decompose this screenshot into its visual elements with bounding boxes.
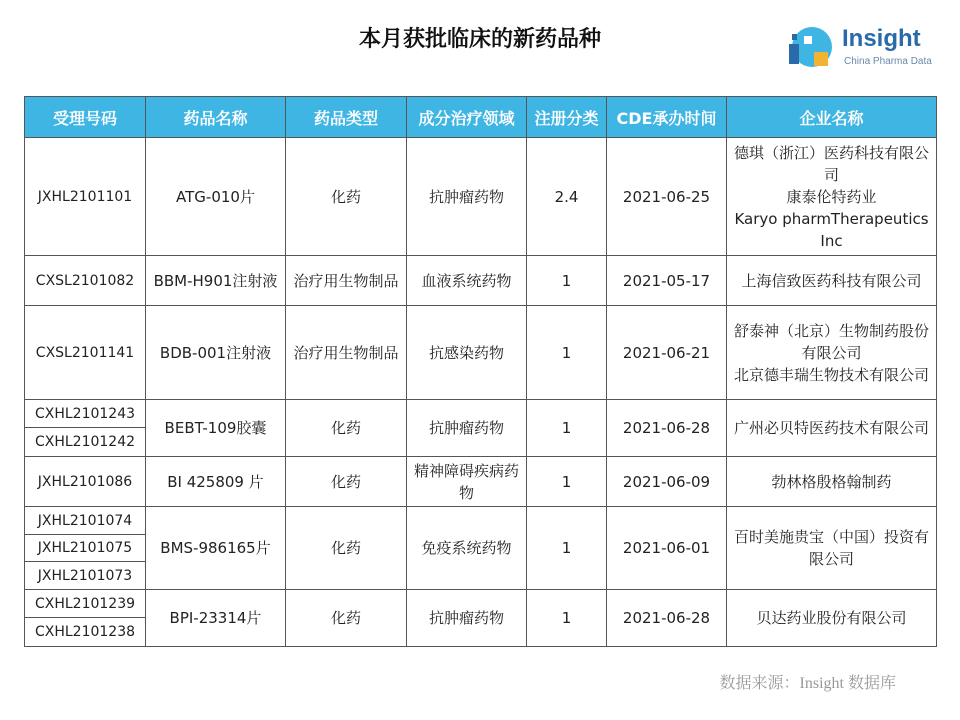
header-therapy-area: 成分治疗领域 (407, 97, 527, 138)
insight-logo-icon (784, 22, 834, 72)
cde-date-cell: 2021-06-28 (607, 590, 727, 647)
reg-class-cell: 1 (527, 306, 607, 400)
code-cell: JXHL2101101 (25, 138, 146, 256)
company-cell (727, 306, 937, 400)
insight-logo (784, 22, 934, 72)
table-row (25, 507, 937, 535)
company-cell (727, 590, 937, 647)
therapy-area-cell: 抗肿瘤药物 (407, 590, 527, 647)
company-cell (727, 138, 937, 256)
header-reg-class: 注册分类 (527, 97, 607, 138)
company-name: 百时美施贵宝（中国）投资有限公司 (733, 528, 929, 568)
code-cell: CXHL2101242 (25, 428, 146, 457)
drug-name-cell: ATG-010片 (146, 138, 286, 256)
drug-type-cell: 化药 (286, 590, 407, 647)
header-drug-type: 药品类型 (286, 97, 407, 138)
drug-name-cell: BPI-23314片 (146, 590, 286, 647)
cde-date-cell: 2021-05-17 (607, 256, 727, 306)
code-cell: CXSL2101082 (25, 256, 146, 306)
reg-class-cell: 1 (527, 457, 607, 507)
cde-date-cell: 2021-06-21 (607, 306, 727, 400)
therapy-area-cell: 血液系统药物 (407, 256, 527, 306)
code-cell: JXHL2101075 (25, 535, 146, 562)
therapy-area-cell: 抗感染药物 (407, 306, 527, 400)
cde-date-cell: 2021-06-09 (607, 457, 727, 507)
logo-subtitle: China Pharma Data (844, 56, 932, 67)
drug-name-cell: BBM-H901注射液 (146, 256, 286, 306)
drug-type-cell: 治疗用生物制品 (286, 256, 407, 306)
table-row (25, 306, 937, 400)
code-cell: JXHL2101074 (25, 507, 146, 535)
page-title: 本月获批临床的新药品种 (358, 27, 601, 52)
drug-name-cell: BI 425809 片 (146, 457, 286, 507)
drug-type-cell: 化药 (286, 457, 407, 507)
reg-class-cell: 1 (527, 590, 607, 647)
reg-class-cell: 2.4 (527, 138, 607, 256)
header-code: 受理号码 (25, 97, 146, 138)
reg-class-cell: 1 (527, 507, 607, 590)
code-cell: CXSL2101141 (25, 306, 146, 400)
code-cell: JXHL2101086 (25, 457, 146, 507)
therapy-area-cell: 精神障碍疾病药物 (407, 457, 527, 507)
company-name: Karyo pharmTherapeutics Inc (734, 209, 929, 250)
company-name: 勃林格殷格翰制药 (771, 472, 892, 491)
drug-approval-table (24, 96, 937, 647)
cde-date-cell: 2021-06-28 (607, 400, 727, 457)
drug-type-cell: 化药 (286, 507, 407, 590)
cde-date-cell: 2021-06-25 (607, 138, 727, 256)
table-row (25, 400, 937, 428)
therapy-area-cell: 抗肿瘤药物 (407, 138, 527, 256)
header-cde-date: CDE承办时间 (607, 97, 727, 138)
reg-class-cell: 1 (527, 256, 607, 306)
table-header-row (25, 97, 937, 138)
header-drug-name: 药品名称 (146, 97, 286, 138)
drug-type-cell: 化药 (286, 138, 407, 256)
table-row (25, 256, 937, 306)
company-name: 北京德丰瑞生物技术有限公司 (733, 365, 929, 384)
company-cell (727, 457, 937, 507)
company-cell (727, 507, 937, 590)
company-name: 康泰伦特药业 (786, 187, 877, 206)
header-company: 企业名称 (727, 97, 937, 138)
drug-name-cell: BEBT-109胶囊 (146, 400, 286, 457)
table-body (25, 138, 937, 647)
drug-type-cell: 治疗用生物制品 (286, 306, 407, 400)
company-name: 上海信致医药科技有限公司 (741, 271, 922, 290)
table-row (25, 590, 937, 618)
therapy-area-cell: 免疫系统药物 (407, 507, 527, 590)
code-cell: CXHL2101239 (25, 590, 146, 618)
cde-date-cell: 2021-06-01 (607, 507, 727, 590)
company-name: 广州必贝特医药技术有限公司 (733, 419, 929, 437)
data-source: 数据来源：Insight 数据库 (719, 675, 896, 692)
company-name: 贝达药业股份有限公司 (756, 609, 907, 627)
reg-class-cell: 1 (527, 400, 607, 457)
drug-type-cell: 化药 (286, 400, 407, 457)
therapy-area-cell: 抗肿瘤药物 (407, 400, 527, 457)
code-cell: CXHL2101243 (25, 400, 146, 428)
company-name: 德琪（浙江）医药科技有限公司 (733, 143, 929, 184)
company-name: 舒泰神（北京）生物制药股份有限公司 (733, 321, 929, 362)
company-cell (727, 400, 937, 457)
table-row (25, 138, 937, 256)
logo-name: Insight (842, 25, 921, 52)
code-cell: JXHL2101073 (25, 562, 146, 590)
company-cell (727, 256, 937, 306)
table-row (25, 457, 937, 507)
drug-name-cell: BDB-001注射液 (146, 306, 286, 400)
drug-name-cell: BMS-986165片 (146, 507, 286, 590)
code-cell: CXHL2101238 (25, 618, 146, 647)
